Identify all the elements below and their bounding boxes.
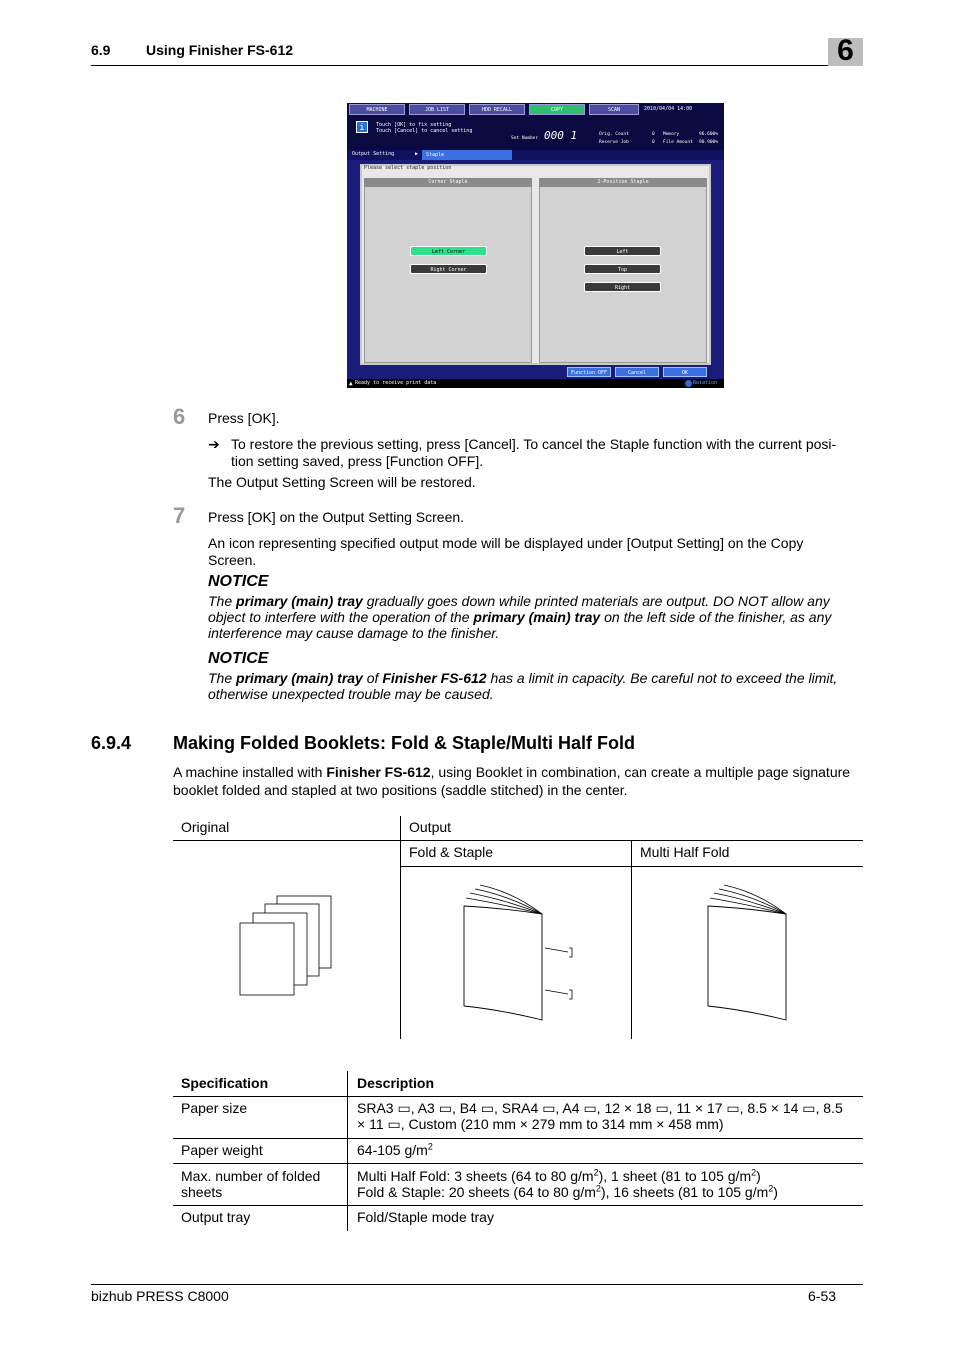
multi-half-fold-booklet-illustration — [702, 880, 797, 1025]
notice-2-line-1: The primary (main) tray of Finisher FS-612 has a limit in capacity. Be careful not to exceed the limit, — [208, 670, 838, 686]
spec-table-vline — [347, 1071, 348, 1231]
reserve-job-label: Reserve Job — [599, 140, 629, 145]
desc-paper-weight: 64-105 $g/m^2$ — [357, 1141, 433, 1158]
fig-table-vline-2 — [631, 841, 632, 1039]
notice-2-label: NOTICE — [208, 650, 269, 667]
status-bar: Ready to receive print data — [347, 379, 724, 388]
tab-hdd-recall[interactable]: HDD RECALL — [469, 104, 525, 115]
staple-prompt: Please select staple position — [364, 165, 452, 171]
subsection-title: Making Folded Booklets: Fold & Staple/Multi Half Fold — [173, 733, 635, 753]
spec-header-specification: Specification — [181, 1075, 269, 1091]
footer-rule — [91, 1284, 863, 1285]
spec-table-hline-3 — [173, 1163, 863, 1164]
tab-scan[interactable]: SCAN — [589, 104, 639, 115]
spec-max-folded-line-2: sheets — [181, 1184, 223, 1200]
notice-1-line-3: interference may cause damage to the finisher. — [208, 625, 500, 641]
rotation-label: Rotation — [693, 380, 718, 386]
subsection-number: 6.9.4 — [91, 733, 132, 753]
step-6-sub-line-2: tion setting saved, press [Function OFF]. — [231, 453, 484, 469]
step-6-result: The Output Setting Screen will be restored. — [208, 474, 476, 490]
two-position-staple-heading: 2-Position Staple — [539, 178, 707, 187]
step-6-sub-line-1: To restore the previous setting, press [Cancel]. To cancel the Staple function with the current posi- — [231, 436, 837, 452]
intro-line-2: booklet folded and stapled at two positions (saddle stitched) in the center. — [173, 782, 628, 798]
fig-col-original: Original — [181, 819, 230, 835]
desc-paper-size-line-1: SRA3 ▭, A3 ▭, B4 ▭, SRA4 ▭, A4 ▭, 12 × 18 ▭, 11 × 17 ▭, 8.5 × 14 ▭, 8.5 — [357, 1100, 843, 1116]
spec-table-hline-1 — [173, 1096, 863, 1097]
set-number-label: Set Number — [511, 136, 539, 141]
cancel-button[interactable]: Cancel — [615, 367, 659, 377]
spec-table-hline-4 — [173, 1205, 863, 1206]
step-7-para-line-1: An icon representing specified output mode will be displayed under [Output Setting] on the Copy — [208, 535, 804, 551]
step-6-number: 6 — [173, 404, 186, 429]
fig-table-vline-1 — [400, 816, 401, 1039]
breadcrumb-staple: Staple — [422, 150, 512, 160]
header-rule — [91, 65, 863, 66]
breadcrumb-output-setting[interactable]: Output Setting — [352, 151, 395, 157]
spec-table-hline-2 — [173, 1138, 863, 1139]
chapter-number: 6 — [837, 34, 854, 67]
breadcrumb-arrow-icon: ▶ — [415, 151, 419, 157]
warning-icon: ▲ — [349, 380, 353, 387]
notice-1-line-1: The primary (main) tray gradually goes down while printed materials are output. DO NOT allow any — [208, 593, 830, 609]
spec-header-description: Description — [357, 1075, 435, 1091]
original-pages-illustration — [236, 892, 336, 998]
desc-max-folded-line-2: Fold & Staple: 20 sheets (64 to 80 $g/m^2$), 16 sheets (81 to 105 $g/m^2$) — [357, 1183, 778, 1200]
footer-product: bizhub PRESS C8000 — [91, 1288, 229, 1304]
step-6-text: Press [OK]. — [208, 410, 280, 426]
function-off-button[interactable]: Function OFF — [567, 367, 611, 377]
right-button[interactable]: Right — [584, 282, 661, 292]
fig-col-fold-staple: Fold & Staple — [409, 844, 494, 860]
staple-position-screenshot — [347, 103, 724, 388]
top-button[interactable]: Top — [584, 264, 661, 274]
spec-output-tray: Output tray — [181, 1209, 251, 1225]
fig-col-multi-half-fold: Multi Half Fold — [640, 844, 730, 860]
file-amount-label: File Amount — [663, 140, 693, 145]
corner-staple-heading: Corner Staple — [364, 178, 532, 187]
tab-machine[interactable]: MACHINE — [349, 104, 405, 115]
orig-count-label: Orig. Count — [599, 132, 629, 137]
desc-output-tray: Fold/Staple mode tray — [357, 1209, 494, 1225]
step-7-text: Press [OK] on the Output Setting Screen. — [208, 509, 465, 525]
rotation-icon — [685, 380, 692, 387]
intro-line-1: A machine installed with Finisher FS-612, using Booklet in combination, can create a multiple page signature — [173, 764, 851, 780]
file-amount-value: 90.900% — [699, 140, 718, 145]
notice-1-line-2: object to interfere with the operation of the primary (main) tray on the left side of the finisher, as any — [208, 609, 832, 625]
desc-paper-size-line-2: × 11 ▭, Custom (210 mm × 279 mm to 314 mm × 458 mm) — [357, 1116, 724, 1132]
spec-paper-weight: Paper weight — [181, 1142, 263, 1158]
fold-staple-booklet-illustration — [458, 880, 583, 1025]
tab-copy[interactable]: COPY — [529, 104, 585, 115]
set-number-value: 000 1 — [544, 129, 578, 142]
desc-max-folded-line-1: Multi Half Fold: 3 sheets (64 to 80 $g/m^2$), 1 sheet (81 to 105 $g/m^2$) — [357, 1167, 761, 1184]
arrow-icon: ➔ — [208, 436, 220, 452]
step-7-para-line-2: Screen. — [208, 552, 257, 568]
left-corner-button[interactable]: Left Corner — [410, 246, 487, 256]
orig-count-value: 0 — [652, 132, 655, 137]
info-icon: i — [356, 121, 368, 133]
memory-label: Memory — [663, 132, 680, 137]
footer-page-number: 6-53 — [808, 1288, 837, 1304]
section-title: Using Finisher FS-612 — [146, 42, 294, 58]
section-number: 6.9 — [91, 42, 111, 58]
fig-table-hline-1 — [173, 840, 863, 841]
ok-button[interactable]: OK — [663, 367, 707, 377]
message-line-1: Touch [OK] to fix setting — [376, 122, 452, 128]
fig-col-output: Output — [409, 819, 452, 835]
notice-2-line-2: otherwise unexpected trouble may be caused. — [208, 686, 494, 702]
tab-job-list[interactable]: JOB LIST — [409, 104, 465, 115]
left-button[interactable]: Left — [584, 246, 661, 256]
spec-paper-size: Paper size — [181, 1100, 248, 1116]
right-corner-button[interactable]: Right Corner — [410, 264, 487, 274]
reserve-job-value: 0 — [652, 140, 655, 145]
spec-max-folded-line-1: Max. number of folded — [181, 1168, 321, 1184]
memory-value: 96.600% — [699, 132, 718, 137]
message-line-2: Touch [Cancel] to cancel setting — [376, 128, 473, 134]
screen-clock: 2010/04/04 14:00 — [644, 106, 693, 112]
step-7-number: 7 — [173, 503, 186, 528]
notice-1-label: NOTICE — [208, 573, 269, 590]
fig-table-hline-2 — [400, 866, 863, 867]
breadcrumb-bar — [347, 150, 724, 160]
